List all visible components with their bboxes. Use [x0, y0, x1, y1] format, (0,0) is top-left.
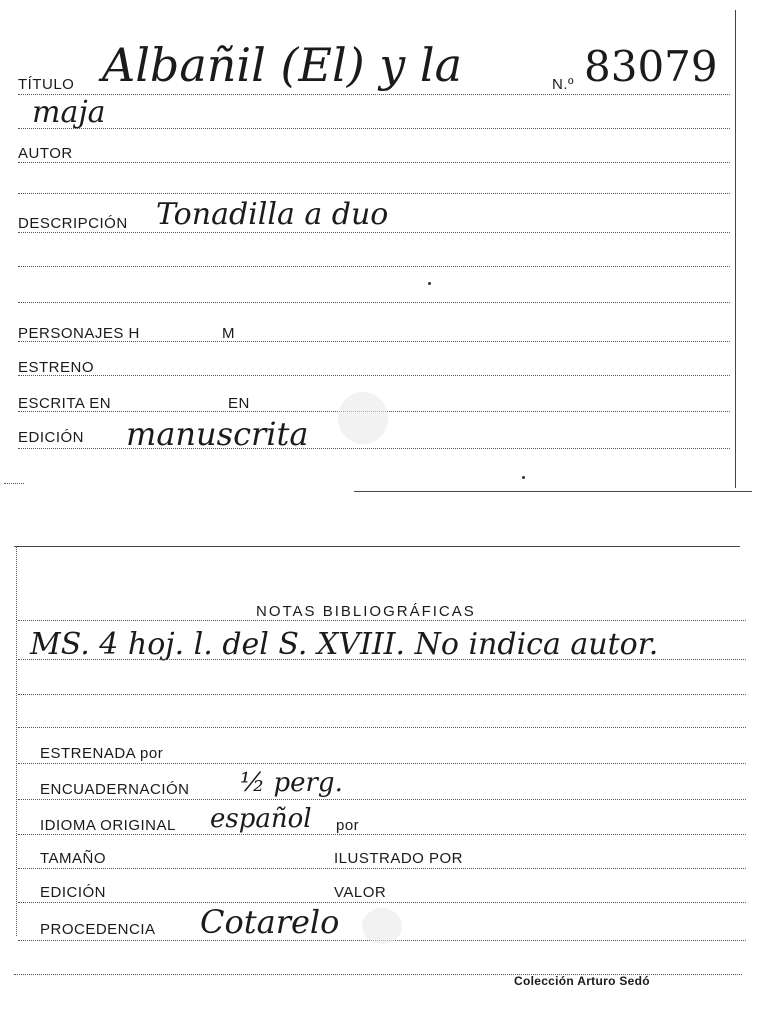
line-descripcion [18, 232, 730, 233]
label-estrenada-por: ESTRENADA por [40, 745, 164, 762]
label-encuadernacion: ENCUADERNACIÓN [40, 781, 190, 798]
handwritten-descripcion: Tonadilla a duo [156, 197, 389, 232]
label-tamano: TAMAÑO [40, 850, 107, 867]
handwritten-number: 83079 [584, 42, 718, 91]
label-personajes-m: M [222, 325, 235, 342]
label-edicion-bottom: EDICIÓN [40, 884, 107, 901]
line-personajes [18, 341, 730, 342]
handwritten-title-line1: Albañil (El) y la [102, 38, 463, 92]
speck-2 [428, 282, 431, 285]
line-estrenada [18, 763, 746, 764]
footer-collection: Colección Arturo Sedó [514, 974, 650, 988]
line-estreno [18, 375, 730, 376]
line-descripcion-2 [18, 266, 730, 267]
smudge-2 [362, 908, 402, 944]
label-idioma-por: por [336, 817, 360, 834]
label-autor: AUTOR [18, 145, 73, 162]
line-edicion-bottom [18, 902, 746, 903]
top-bottom-border [354, 491, 752, 492]
line-autor [18, 162, 730, 163]
line-notas-3 [18, 694, 746, 695]
handwritten-procedencia: Cotarelo [200, 903, 340, 941]
label-escrita-en: ESCRITA EN [18, 395, 112, 412]
label-estreno: ESTRENO [18, 359, 95, 376]
handwritten-encuadernacion: ½ perg. [240, 768, 343, 798]
bottom-top-border [14, 546, 740, 547]
line-idioma [18, 834, 746, 835]
label-numero: N.º [552, 76, 574, 93]
line-descripcion-3 [18, 302, 730, 303]
label-escrita-en-2: EN [228, 395, 250, 412]
line-autor-2 [18, 193, 730, 194]
line-titulo [18, 94, 730, 95]
top-right-border [735, 10, 736, 488]
label-descripcion: DESCRIPCIÓN [18, 215, 128, 232]
label-idioma-original: IDIOMA ORIGINAL [40, 817, 176, 834]
line-edicion-top [18, 448, 730, 449]
label-notas: NOTAS BIBLIOGRÁFICAS [256, 603, 476, 620]
speck-1 [522, 476, 525, 479]
line-encuadernacion [18, 799, 746, 800]
line-notas [18, 620, 746, 621]
line-notas-4 [18, 727, 746, 728]
label-edicion-top: EDICIÓN [18, 429, 85, 446]
handwritten-edicion: manuscrita [126, 415, 309, 453]
handwritten-idioma: español [210, 804, 312, 834]
line-notas-2 [18, 659, 746, 660]
label-titulo: TÍTULO [18, 76, 75, 93]
smudge-1 [338, 392, 388, 444]
label-procedencia: PROCEDENCIA [40, 921, 156, 938]
line-tamano [18, 868, 746, 869]
handwritten-title-line2: maja [32, 95, 106, 130]
label-ilustrado-por: ILUSTRADO POR [334, 850, 464, 867]
label-valor: VALOR [334, 884, 387, 901]
label-personajes-h: PERSONAJES H [18, 325, 140, 342]
bottom-left-border [16, 546, 17, 936]
handwritten-notas: MS. 4 hoj. l. del S. XVIII. No indica autor. [30, 627, 659, 662]
line-titulo-2 [18, 128, 730, 129]
line-partial [4, 483, 24, 484]
